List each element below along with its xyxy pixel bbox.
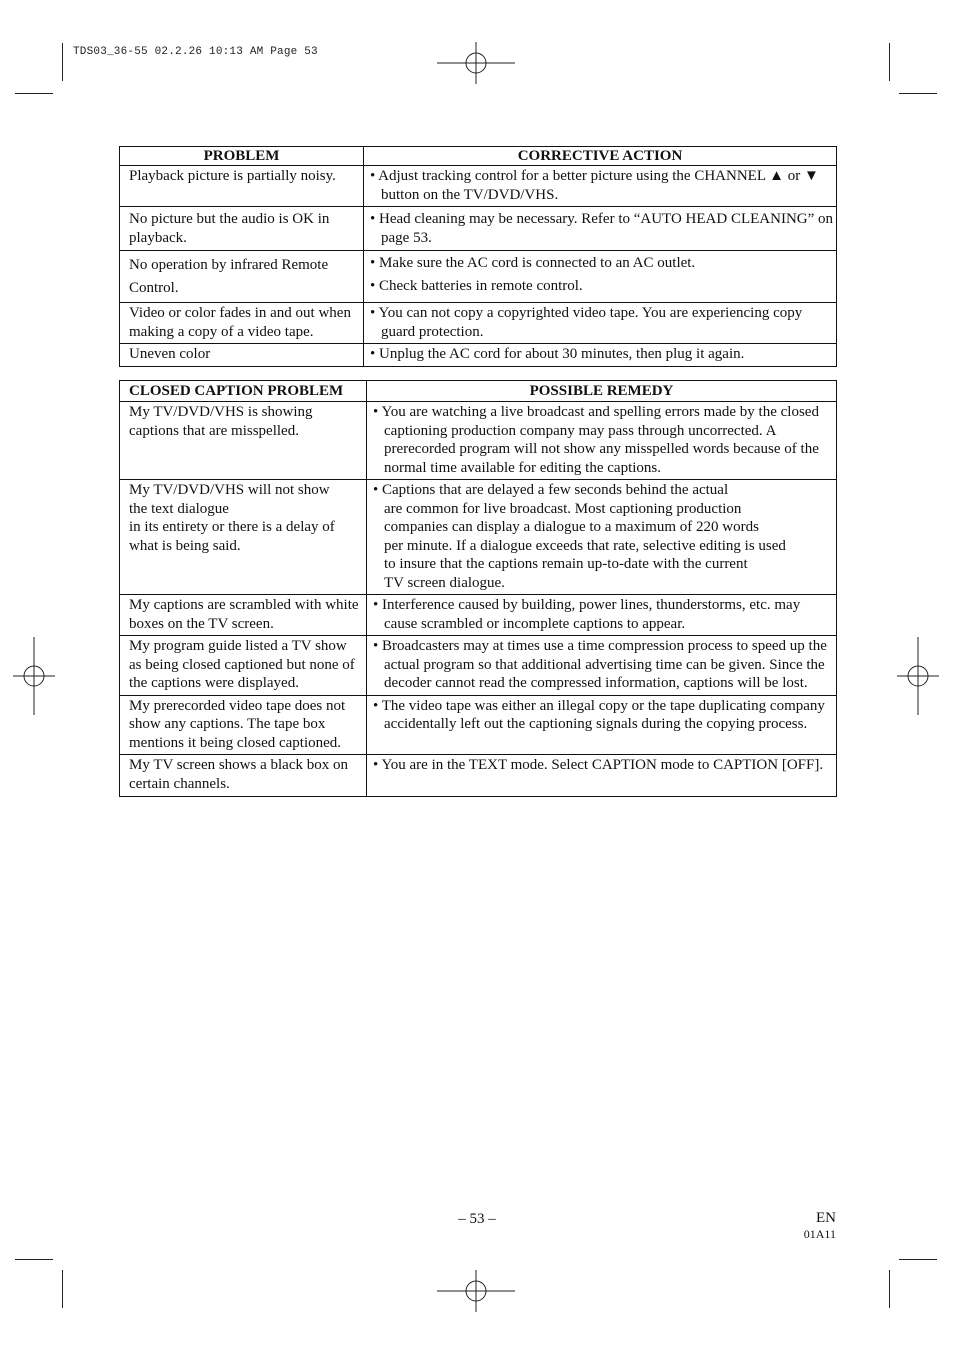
crop-mark bbox=[889, 43, 890, 81]
crop-mark bbox=[15, 1259, 53, 1260]
table-row bbox=[120, 695, 837, 755]
problem-cell: No picture but the audio is OK in playback. bbox=[120, 207, 364, 251]
problem-cell: My prerecorded video tape does not show any captions. The tape box mentions it being closed captioned. bbox=[120, 695, 367, 755]
document-code: 01A11 bbox=[803, 1227, 836, 1241]
registration-mark bbox=[437, 42, 515, 84]
registration-mark bbox=[897, 637, 939, 715]
action-cell bbox=[364, 303, 837, 344]
remedy-text: • Interference caused by building, power lines, thunderstorms, etc. may cause scrambled or incomplete captions to appear. bbox=[373, 597, 801, 632]
table-header-row bbox=[120, 147, 837, 166]
action-item: • You can not copy a copyrighted video tape. You are experiencing copy guard protection. bbox=[370, 305, 803, 340]
remedy-cell bbox=[367, 402, 837, 480]
closed-caption-table bbox=[119, 380, 837, 797]
action-item: • Unplug the AC cord for about 30 minutes, then plug it again. bbox=[370, 346, 745, 362]
remedy-cell bbox=[367, 480, 837, 595]
table-row bbox=[120, 251, 837, 303]
table-row bbox=[120, 595, 837, 636]
remedy-text: • You are watching a live broadcast and spelling errors made by the closed captioning production company may pass through uncorrected. A prerecorded program will not show any misspelled words because of the normal time available for editing the captions. bbox=[373, 404, 819, 476]
table-row bbox=[120, 755, 837, 797]
crop-mark bbox=[889, 1270, 890, 1308]
action-cell bbox=[364, 166, 837, 207]
header-corrective-action: CORRECTIVE ACTION bbox=[364, 147, 837, 166]
registration-mark bbox=[437, 1270, 515, 1312]
registration-mark bbox=[13, 637, 55, 715]
table-row bbox=[120, 480, 837, 595]
problem-cell: Video or color fades in and out when making a copy of a video tape. bbox=[120, 303, 364, 344]
table-header-row bbox=[120, 381, 837, 402]
table-row bbox=[120, 166, 837, 207]
printer-slug: TDS03_36-55 02.2.26 10:13 AM Page 53 bbox=[73, 46, 318, 58]
problem-cell: Playback picture is partially noisy. bbox=[120, 166, 364, 207]
table-row bbox=[120, 402, 837, 480]
action-item: • Head cleaning may be necessary. Refer to “AUTO HEAD CLEANING” on page 53. bbox=[370, 211, 834, 246]
remedy-cell bbox=[367, 695, 837, 755]
remedy-text: • The video tape was either an illegal copy or the tape duplicating company accidentally left out the captioning signals during the copying process. bbox=[373, 697, 825, 732]
table-row bbox=[120, 303, 837, 344]
problem-cell: My TV screen shows a black box on certain channels. bbox=[120, 755, 367, 797]
action-item: • Make sure the AC cord is connected to an AC outlet. bbox=[370, 255, 696, 271]
table-row bbox=[120, 344, 837, 367]
remedy-text: • Captions that are delayed a few seconds behind the actual are common for live broadcast. Most captioning production companies can display a dialogue to a maximum of 220 words per minute. If a dialogue exceeds that rate, selective editing is used to insure that the captions remain up-to-date with the current TV screen dialogue. bbox=[373, 482, 786, 591]
troubleshooting-table bbox=[119, 146, 837, 367]
table-row bbox=[120, 207, 837, 251]
problem-cell: My TV/DVD/VHS is showing captions that are misspelled. bbox=[120, 402, 367, 480]
action-item: • Adjust tracking control for a better picture using the CHANNEL ▲ or ▼ button on the TV/DVD/VHS. bbox=[370, 168, 819, 203]
remedy-text: • You are in the TEXT mode. Select CAPTION mode to CAPTION [OFF]. bbox=[373, 757, 824, 773]
remedy-cell bbox=[367, 595, 837, 636]
action-cell bbox=[364, 251, 837, 303]
problem-cell: No operation by infrared Remote Control. bbox=[120, 251, 364, 303]
header-possible-remedy: POSSIBLE REMEDY bbox=[367, 381, 837, 402]
action-cell bbox=[364, 207, 837, 251]
crop-mark bbox=[15, 93, 53, 94]
page-number: – 53 – bbox=[458, 1211, 496, 1227]
remedy-cell bbox=[367, 755, 837, 797]
crop-mark bbox=[62, 43, 63, 81]
table-row bbox=[120, 636, 837, 696]
problem-cell: My captions are scrambled with white boxes on the TV screen. bbox=[120, 595, 367, 636]
crop-mark bbox=[899, 93, 937, 94]
action-cell bbox=[364, 344, 837, 367]
crop-mark bbox=[62, 1270, 63, 1308]
problem-cell: Uneven color bbox=[120, 344, 364, 367]
remedy-text: • Broadcasters may at times use a time compression process to speed up the actual program so that additional advertising time can be given. Since the decoder cannot read the compressed information, captions will be lost. bbox=[373, 638, 827, 691]
action-item: • Check batteries in remote control. bbox=[370, 277, 583, 294]
header-problem: PROBLEM bbox=[120, 147, 364, 166]
remedy-cell bbox=[367, 636, 837, 696]
crop-mark bbox=[899, 1259, 937, 1260]
language-code: EN bbox=[816, 1210, 836, 1226]
problem-cell: My program guide listed a TV show as being closed captioned but none of the captions were displayed. bbox=[120, 636, 367, 696]
header-closed-caption-problem: CLOSED CAPTION PROBLEM bbox=[120, 381, 367, 402]
problem-cell: My TV/DVD/VHS will not show the text dialogue in its entirety or there is a delay of what is being said. bbox=[120, 480, 367, 595]
